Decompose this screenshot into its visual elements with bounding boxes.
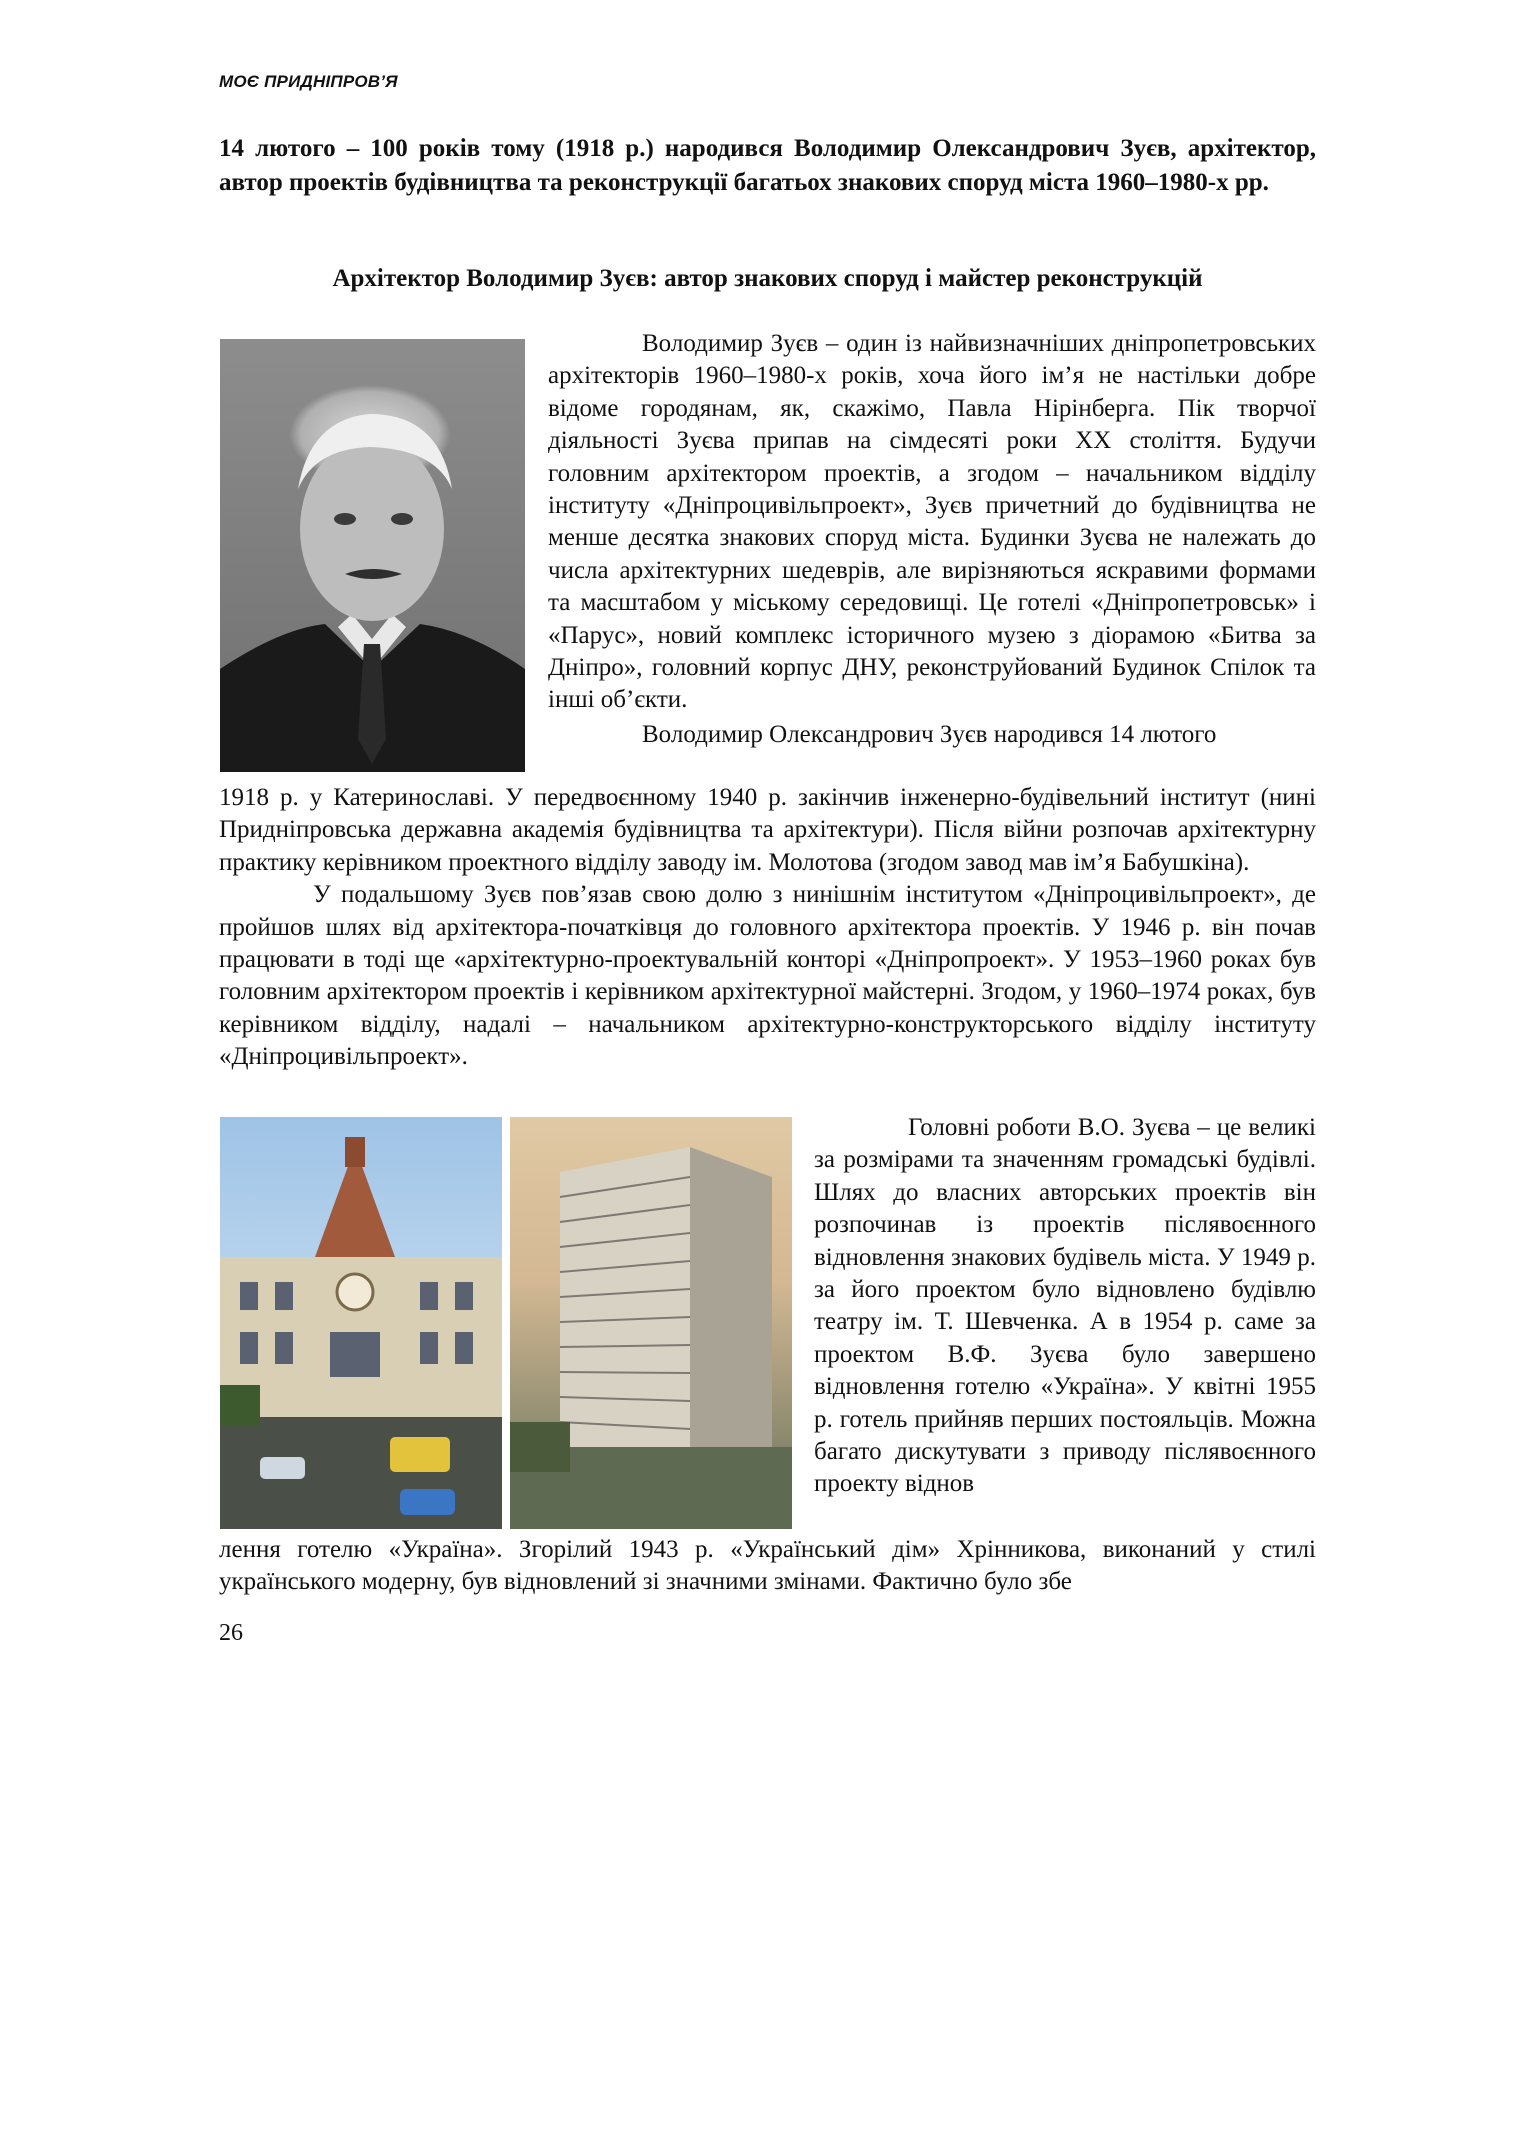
paragraph-1: Володимир Зуєв – один із найвизначніших дніпропетровських архітекторів 1960–1980-х років, хоча його ім’я не настільки добре відоме городянам, як, скажімо, Павла Нірінберга. Пік творчої діяльності Зуєва припав на сімдесяті роки ХХ століття. Будучи головним архітектором проектів, а згодом – начальником відділу інституту «Дніпроцивільпроект», Зуєв причетний до будівництва не менше десятка знакових споруд міста. Будинки Зуєва не належать до числа архітектурних шедеврів, але вирізняються яскравими формами та масштабом у міському середовищі. Це готелі «Дніпропетровськ» і «Парус», новий комплекс історичного музею з діорамою «Битва за Дніпро», головний корпус ДНУ, реконструйований Будинок Спілок та інші об’єкти. Володимир Олександрович Зуєв народився 14 лютого bbox=[548, 330, 1316, 748]
article-title: Архітектор Володимир Зуєв: автор знакових споруд і майстер реконструкцій bbox=[332, 265, 1203, 292]
paragraph-3-continued: лення готелю «Україна». Згорілий 1943 р. «Український дім» Хрінникова, виконаний у стилі українського модерну, був відновлений зі значними змінами. Фактично було збе bbox=[219, 1536, 1316, 1596]
theatre-building-photo bbox=[220, 1117, 502, 1529]
page-number: 26 bbox=[219, 1620, 243, 1646]
running-title: МОЄ ПРИДНІПРОВ’Я bbox=[219, 72, 398, 91]
lead-paragraph: 14 лютого – 100 років тому (1918 р.) народився Володимир Олександрович Зуєв, архітектор, автор проектів будівництва та реконструкції багатьох знакових споруд міста 1960–1980-х рр. bbox=[219, 135, 1316, 196]
paragraph-2: 1918 р. у Катеринославі. У передвоєнному 1940 р. закінчив інженерно-будівельний інститут (нині Придніпровська державна академія будівництва та архітектури). Після війни розпочав архітектурну практику керівником проектного відділу заводу ім. Молотова (згодом завод мав ім’я Бабушкіна). У подальшому Зуєв пов’язав свою долю з нинішнім інститутом «Дніпроцивільпроект», де пройшов шлях від архітектора-початківця до головного архітектора проектів. У 1946 р. він почав працювати в тоді ще «архітектурно-проектувальній конторі «Дніпропроект». У 1953–1960 роках був головним архітектором проектів і керівником архітектурної майстерні. Згодом, у 1960–1974 роках, був керівником відділу, надалі – начальником архітектурно-конструкторського відділу інституту «Дніпроцивільпроект». bbox=[219, 784, 1316, 1071]
paragraph-3: Головні роботи В.О. Зуєва – це великі за розмірами та значенням громадські будівлі. Шлях до власних авторських проектів він розпочинав із проектів післявоєнного відновлення знакових будівель міста. У 1949 р. за його проектом було відновлено будівлю театру ім. Т. Шевченка. А в 1954 р. саме за проектом В.Ф. Зуєва було завершено відновлення готелю «Україна». У квітні 1955 р. готель прийняв перших постояльців. Можна багато дискутувати з приводу післявоєнного проекту віднов bbox=[814, 1114, 1316, 1498]
portrait-photo bbox=[220, 339, 525, 772]
hotel-tower-photo bbox=[510, 1117, 792, 1529]
